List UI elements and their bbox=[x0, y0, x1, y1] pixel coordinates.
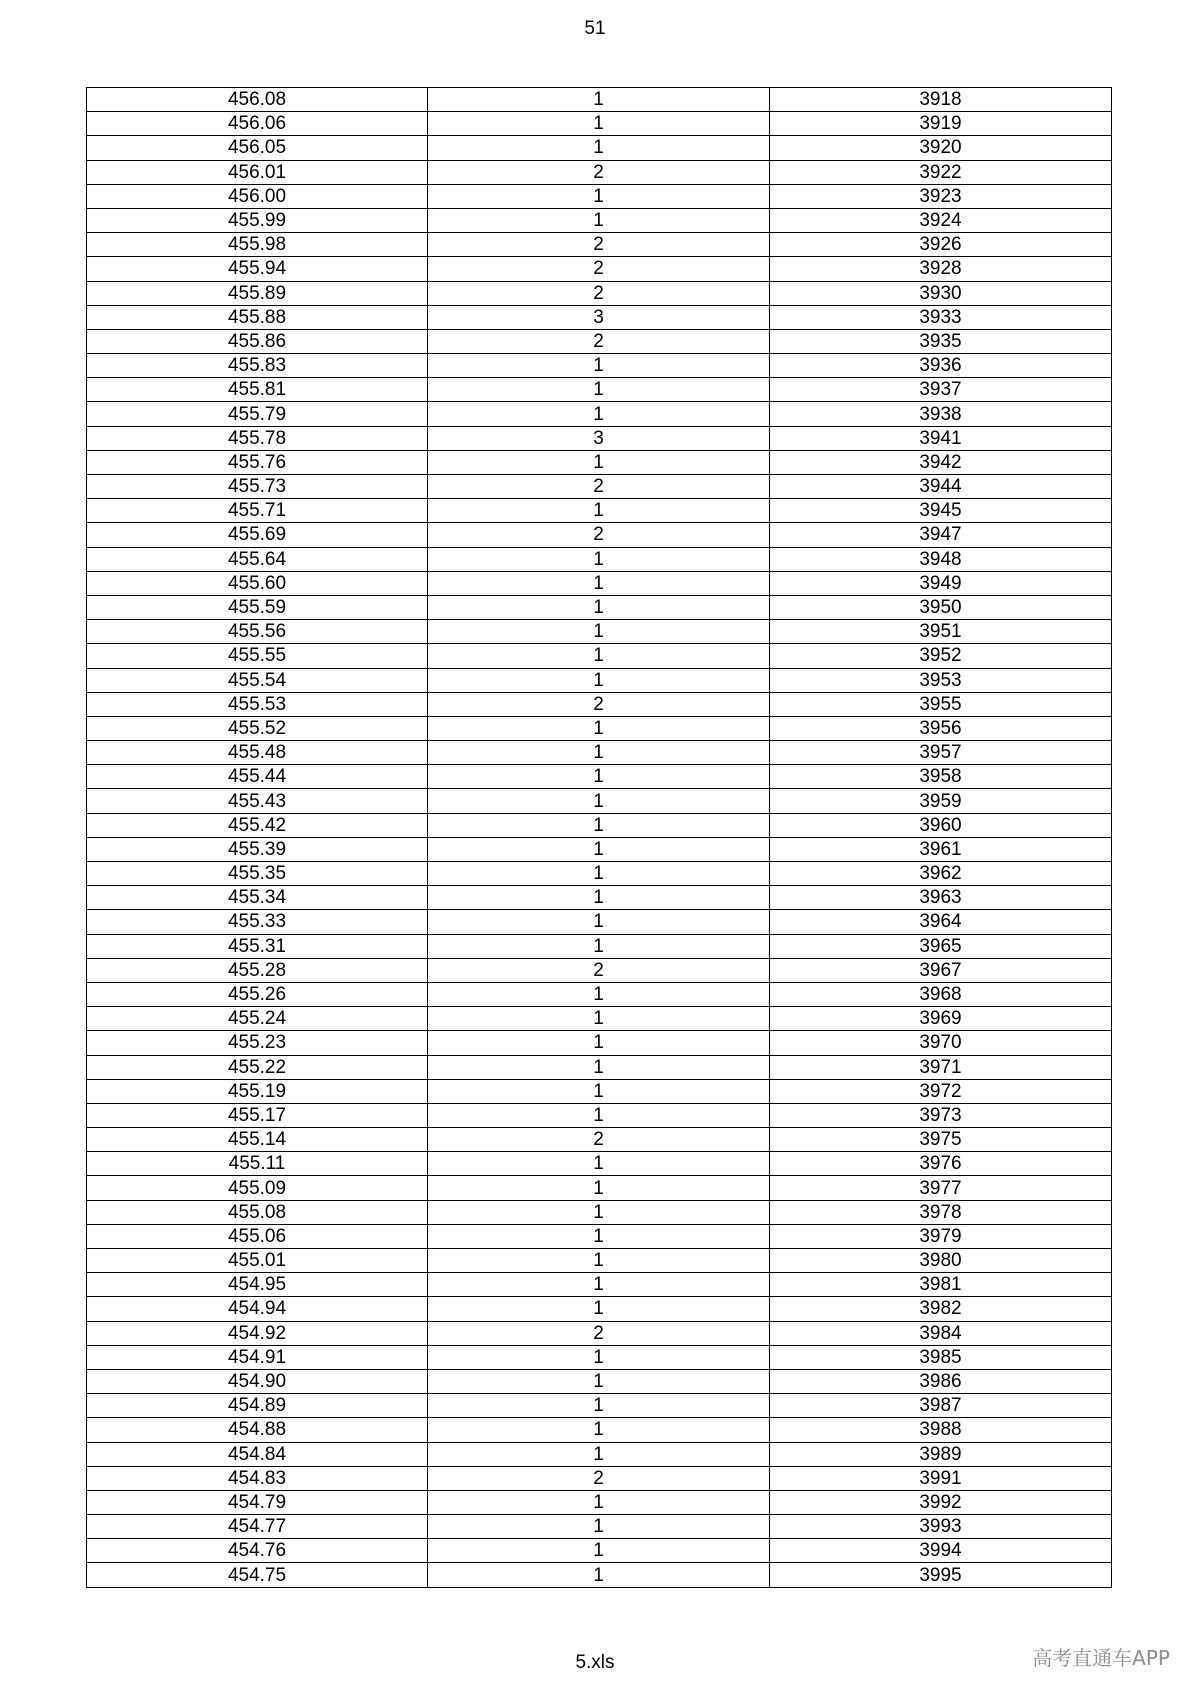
table-row bbox=[87, 160, 1112, 184]
cumulative-cell: 3994 bbox=[770, 1539, 1112, 1563]
table-row bbox=[87, 184, 1112, 208]
count-cell: 1 bbox=[428, 1176, 770, 1200]
score-cell: 455.59 bbox=[87, 595, 428, 619]
score-cell: 455.86 bbox=[87, 329, 428, 353]
score-cell: 455.53 bbox=[87, 692, 428, 716]
score-cell: 454.77 bbox=[87, 1515, 428, 1539]
count-cell: 2 bbox=[428, 958, 770, 982]
cumulative-cell: 3959 bbox=[770, 789, 1112, 813]
score-cell: 455.01 bbox=[87, 1249, 428, 1273]
score-cell: 454.95 bbox=[87, 1273, 428, 1297]
score-cell: 455.42 bbox=[87, 813, 428, 837]
count-cell: 1 bbox=[428, 1200, 770, 1224]
cumulative-cell: 3962 bbox=[770, 862, 1112, 886]
cumulative-cell: 3936 bbox=[770, 354, 1112, 378]
cumulative-cell: 3947 bbox=[770, 523, 1112, 547]
count-cell: 1 bbox=[428, 1369, 770, 1393]
count-cell: 1 bbox=[428, 982, 770, 1006]
table-row bbox=[87, 668, 1112, 692]
table-row bbox=[87, 88, 1112, 112]
count-cell: 1 bbox=[428, 450, 770, 474]
table-row bbox=[87, 1031, 1112, 1055]
watermark-text: 高考直通车APP bbox=[1032, 1646, 1170, 1670]
cumulative-cell: 3971 bbox=[770, 1055, 1112, 1079]
count-cell: 1 bbox=[428, 837, 770, 861]
score-cell: 455.06 bbox=[87, 1224, 428, 1248]
cumulative-cell: 3988 bbox=[770, 1418, 1112, 1442]
score-cell: 455.17 bbox=[87, 1103, 428, 1127]
count-cell: 1 bbox=[428, 1515, 770, 1539]
count-cell: 1 bbox=[428, 354, 770, 378]
table-row bbox=[87, 523, 1112, 547]
table-row bbox=[87, 450, 1112, 474]
score-cell: 455.60 bbox=[87, 571, 428, 595]
cumulative-cell: 3978 bbox=[770, 1200, 1112, 1224]
cumulative-cell: 3969 bbox=[770, 1007, 1112, 1031]
cumulative-cell: 3951 bbox=[770, 620, 1112, 644]
table-row bbox=[87, 233, 1112, 257]
count-cell: 1 bbox=[428, 1394, 770, 1418]
count-cell: 1 bbox=[428, 789, 770, 813]
count-cell: 1 bbox=[428, 499, 770, 523]
cumulative-cell: 3926 bbox=[770, 233, 1112, 257]
count-cell: 2 bbox=[428, 1466, 770, 1490]
score-cell: 454.75 bbox=[87, 1563, 428, 1587]
cumulative-cell: 3960 bbox=[770, 813, 1112, 837]
count-cell: 1 bbox=[428, 1103, 770, 1127]
cumulative-cell: 3941 bbox=[770, 426, 1112, 450]
score-cell: 455.44 bbox=[87, 765, 428, 789]
count-cell: 2 bbox=[428, 233, 770, 257]
cumulative-cell: 3948 bbox=[770, 547, 1112, 571]
score-cell: 455.11 bbox=[87, 1152, 428, 1176]
count-cell: 2 bbox=[428, 329, 770, 353]
count-cell: 1 bbox=[428, 184, 770, 208]
count-cell: 1 bbox=[428, 1055, 770, 1079]
score-cell: 455.26 bbox=[87, 982, 428, 1006]
count-cell: 1 bbox=[428, 1031, 770, 1055]
table-row bbox=[87, 741, 1112, 765]
score-cell: 455.09 bbox=[87, 1176, 428, 1200]
score-cell: 455.76 bbox=[87, 450, 428, 474]
count-cell: 1 bbox=[428, 1442, 770, 1466]
count-cell: 1 bbox=[428, 547, 770, 571]
count-cell: 1 bbox=[428, 862, 770, 886]
table-row bbox=[87, 571, 1112, 595]
count-cell: 1 bbox=[428, 813, 770, 837]
count-cell: 3 bbox=[428, 305, 770, 329]
count-cell: 2 bbox=[428, 257, 770, 281]
score-cell: 454.90 bbox=[87, 1369, 428, 1393]
score-cell: 455.35 bbox=[87, 862, 428, 886]
count-cell: 2 bbox=[428, 1128, 770, 1152]
cumulative-cell: 3953 bbox=[770, 668, 1112, 692]
table-row bbox=[87, 257, 1112, 281]
score-cell: 455.19 bbox=[87, 1079, 428, 1103]
table-row bbox=[87, 1539, 1112, 1563]
cumulative-cell: 3945 bbox=[770, 499, 1112, 523]
score-cell: 455.89 bbox=[87, 281, 428, 305]
score-cell: 455.78 bbox=[87, 426, 428, 450]
count-cell: 2 bbox=[428, 1321, 770, 1345]
table-row bbox=[87, 208, 1112, 232]
score-cell: 455.31 bbox=[87, 934, 428, 958]
table-row bbox=[87, 1103, 1112, 1127]
table-row bbox=[87, 1200, 1112, 1224]
count-cell: 2 bbox=[428, 160, 770, 184]
footer-filename: 5.xls bbox=[575, 1652, 615, 1673]
cumulative-cell: 3957 bbox=[770, 741, 1112, 765]
cumulative-cell: 3944 bbox=[770, 475, 1112, 499]
table-row bbox=[87, 136, 1112, 160]
cumulative-cell: 3935 bbox=[770, 329, 1112, 353]
table-row bbox=[87, 1515, 1112, 1539]
table-row bbox=[87, 862, 1112, 886]
table-row bbox=[87, 112, 1112, 136]
score-cell: 456.06 bbox=[87, 112, 428, 136]
cumulative-cell: 3958 bbox=[770, 765, 1112, 789]
score-cell: 455.54 bbox=[87, 668, 428, 692]
score-cell: 455.73 bbox=[87, 475, 428, 499]
cumulative-cell: 3976 bbox=[770, 1152, 1112, 1176]
count-cell: 2 bbox=[428, 281, 770, 305]
cumulative-cell: 3973 bbox=[770, 1103, 1112, 1127]
count-cell: 1 bbox=[428, 1249, 770, 1273]
cumulative-cell: 3970 bbox=[770, 1031, 1112, 1055]
count-cell: 1 bbox=[428, 741, 770, 765]
count-cell: 2 bbox=[428, 475, 770, 499]
cumulative-cell: 3920 bbox=[770, 136, 1112, 160]
table-row bbox=[87, 1418, 1112, 1442]
score-cell: 455.71 bbox=[87, 499, 428, 523]
count-cell: 1 bbox=[428, 886, 770, 910]
table-row bbox=[87, 644, 1112, 668]
cumulative-cell: 3967 bbox=[770, 958, 1112, 982]
table-row bbox=[87, 1249, 1112, 1273]
score-cell: 455.14 bbox=[87, 1128, 428, 1152]
table-row bbox=[87, 329, 1112, 353]
cumulative-cell: 3979 bbox=[770, 1224, 1112, 1248]
count-cell: 1 bbox=[428, 1418, 770, 1442]
count-cell: 1 bbox=[428, 1539, 770, 1563]
count-cell: 3 bbox=[428, 426, 770, 450]
cumulative-cell: 3942 bbox=[770, 450, 1112, 474]
cumulative-cell: 3987 bbox=[770, 1394, 1112, 1418]
score-cell: 455.48 bbox=[87, 741, 428, 765]
cumulative-cell: 3930 bbox=[770, 281, 1112, 305]
table-row bbox=[87, 1490, 1112, 1514]
count-cell: 1 bbox=[428, 88, 770, 112]
count-cell: 1 bbox=[428, 1273, 770, 1297]
cumulative-cell: 3980 bbox=[770, 1249, 1112, 1273]
cumulative-cell: 3963 bbox=[770, 886, 1112, 910]
count-cell: 1 bbox=[428, 112, 770, 136]
score-cell: 454.79 bbox=[87, 1490, 428, 1514]
table-row bbox=[87, 982, 1112, 1006]
score-cell: 455.34 bbox=[87, 886, 428, 910]
count-cell: 1 bbox=[428, 378, 770, 402]
page-number: 51 bbox=[584, 18, 606, 39]
cumulative-cell: 3950 bbox=[770, 595, 1112, 619]
cumulative-cell: 3965 bbox=[770, 934, 1112, 958]
count-cell: 1 bbox=[428, 716, 770, 740]
count-cell: 2 bbox=[428, 523, 770, 547]
count-cell: 1 bbox=[428, 1152, 770, 1176]
score-cell: 456.01 bbox=[87, 160, 428, 184]
table-row bbox=[87, 1345, 1112, 1369]
table-row bbox=[87, 1321, 1112, 1345]
score-cell: 455.98 bbox=[87, 233, 428, 257]
table-row bbox=[87, 1273, 1112, 1297]
table-row bbox=[87, 765, 1112, 789]
score-cell: 454.94 bbox=[87, 1297, 428, 1321]
table-row bbox=[87, 402, 1112, 426]
count-cell: 1 bbox=[428, 1345, 770, 1369]
score-table-container bbox=[86, 87, 1111, 1588]
cumulative-cell: 3986 bbox=[770, 1369, 1112, 1393]
count-cell: 1 bbox=[428, 1007, 770, 1031]
count-cell: 2 bbox=[428, 692, 770, 716]
cumulative-cell: 3949 bbox=[770, 571, 1112, 595]
table-row bbox=[87, 1466, 1112, 1490]
cumulative-cell: 3993 bbox=[770, 1515, 1112, 1539]
score-cell: 455.28 bbox=[87, 958, 428, 982]
count-cell: 1 bbox=[428, 765, 770, 789]
score-cell: 455.22 bbox=[87, 1055, 428, 1079]
cumulative-cell: 3938 bbox=[770, 402, 1112, 426]
count-cell: 1 bbox=[428, 402, 770, 426]
cumulative-cell: 3964 bbox=[770, 910, 1112, 934]
score-cell: 455.56 bbox=[87, 620, 428, 644]
table-row bbox=[87, 789, 1112, 813]
table-row bbox=[87, 910, 1112, 934]
table-row bbox=[87, 1224, 1112, 1248]
cumulative-cell: 3924 bbox=[770, 208, 1112, 232]
cumulative-cell: 3977 bbox=[770, 1176, 1112, 1200]
cumulative-cell: 3918 bbox=[770, 88, 1112, 112]
cumulative-cell: 3928 bbox=[770, 257, 1112, 281]
score-cell: 456.00 bbox=[87, 184, 428, 208]
count-cell: 1 bbox=[428, 1490, 770, 1514]
table-row bbox=[87, 547, 1112, 571]
cumulative-cell: 3968 bbox=[770, 982, 1112, 1006]
count-cell: 1 bbox=[428, 644, 770, 668]
table-row bbox=[87, 1563, 1112, 1587]
score-cell: 455.83 bbox=[87, 354, 428, 378]
count-cell: 1 bbox=[428, 595, 770, 619]
score-cell: 455.94 bbox=[87, 257, 428, 281]
score-cell: 455.99 bbox=[87, 208, 428, 232]
table-row bbox=[87, 426, 1112, 450]
count-cell: 1 bbox=[428, 1297, 770, 1321]
cumulative-cell: 3975 bbox=[770, 1128, 1112, 1152]
table-row bbox=[87, 1007, 1112, 1031]
count-cell: 1 bbox=[428, 668, 770, 692]
score-cell: 454.76 bbox=[87, 1539, 428, 1563]
table-row bbox=[87, 1055, 1112, 1079]
score-cell: 455.23 bbox=[87, 1031, 428, 1055]
cumulative-cell: 3952 bbox=[770, 644, 1112, 668]
table-row bbox=[87, 716, 1112, 740]
table-row bbox=[87, 281, 1112, 305]
score-cell: 454.83 bbox=[87, 1466, 428, 1490]
score-cell: 455.43 bbox=[87, 789, 428, 813]
count-cell: 1 bbox=[428, 208, 770, 232]
score-cell: 455.08 bbox=[87, 1200, 428, 1224]
score-cell: 454.91 bbox=[87, 1345, 428, 1369]
count-cell: 1 bbox=[428, 571, 770, 595]
table-row bbox=[87, 692, 1112, 716]
table-row bbox=[87, 620, 1112, 644]
table-row bbox=[87, 595, 1112, 619]
cumulative-cell: 3922 bbox=[770, 160, 1112, 184]
score-cell: 454.92 bbox=[87, 1321, 428, 1345]
table-row bbox=[87, 354, 1112, 378]
cumulative-cell: 3937 bbox=[770, 378, 1112, 402]
cumulative-cell: 3981 bbox=[770, 1273, 1112, 1297]
count-cell: 1 bbox=[428, 934, 770, 958]
count-cell: 1 bbox=[428, 1224, 770, 1248]
table-row bbox=[87, 958, 1112, 982]
cumulative-cell: 3985 bbox=[770, 1345, 1112, 1369]
score-cell: 455.81 bbox=[87, 378, 428, 402]
cumulative-cell: 3982 bbox=[770, 1297, 1112, 1321]
table-row bbox=[87, 1394, 1112, 1418]
score-cell: 455.39 bbox=[87, 837, 428, 861]
count-cell: 1 bbox=[428, 1079, 770, 1103]
cumulative-cell: 3956 bbox=[770, 716, 1112, 740]
score-cell: 455.33 bbox=[87, 910, 428, 934]
cumulative-cell: 3989 bbox=[770, 1442, 1112, 1466]
score-cell: 455.79 bbox=[87, 402, 428, 426]
table-row bbox=[87, 1369, 1112, 1393]
cumulative-cell: 3991 bbox=[770, 1466, 1112, 1490]
cumulative-cell: 3919 bbox=[770, 112, 1112, 136]
cumulative-cell: 3961 bbox=[770, 837, 1112, 861]
table-row bbox=[87, 813, 1112, 837]
cumulative-cell: 3984 bbox=[770, 1321, 1112, 1345]
table-row bbox=[87, 475, 1112, 499]
score-table bbox=[86, 87, 1112, 1588]
cumulative-cell: 3933 bbox=[770, 305, 1112, 329]
cumulative-cell: 3923 bbox=[770, 184, 1112, 208]
score-table-body bbox=[87, 88, 1112, 1588]
table-row bbox=[87, 886, 1112, 910]
score-cell: 455.64 bbox=[87, 547, 428, 571]
table-row bbox=[87, 378, 1112, 402]
table-row bbox=[87, 1079, 1112, 1103]
score-cell: 456.08 bbox=[87, 88, 428, 112]
cumulative-cell: 3995 bbox=[770, 1563, 1112, 1587]
table-row bbox=[87, 1152, 1112, 1176]
cumulative-cell: 3992 bbox=[770, 1490, 1112, 1514]
count-cell: 1 bbox=[428, 620, 770, 644]
score-cell: 454.88 bbox=[87, 1418, 428, 1442]
score-cell: 455.52 bbox=[87, 716, 428, 740]
score-cell: 455.88 bbox=[87, 305, 428, 329]
table-row bbox=[87, 934, 1112, 958]
table-row bbox=[87, 305, 1112, 329]
score-cell: 455.55 bbox=[87, 644, 428, 668]
table-row bbox=[87, 1297, 1112, 1321]
count-cell: 1 bbox=[428, 136, 770, 160]
cumulative-cell: 3955 bbox=[770, 692, 1112, 716]
table-row bbox=[87, 1442, 1112, 1466]
table-row bbox=[87, 499, 1112, 523]
score-cell: 455.69 bbox=[87, 523, 428, 547]
table-row bbox=[87, 1176, 1112, 1200]
count-cell: 1 bbox=[428, 910, 770, 934]
table-row bbox=[87, 1128, 1112, 1152]
cumulative-cell: 3972 bbox=[770, 1079, 1112, 1103]
table-row bbox=[87, 837, 1112, 861]
score-cell: 454.89 bbox=[87, 1394, 428, 1418]
score-cell: 455.24 bbox=[87, 1007, 428, 1031]
count-cell: 1 bbox=[428, 1563, 770, 1587]
score-cell: 454.84 bbox=[87, 1442, 428, 1466]
score-cell: 456.05 bbox=[87, 136, 428, 160]
